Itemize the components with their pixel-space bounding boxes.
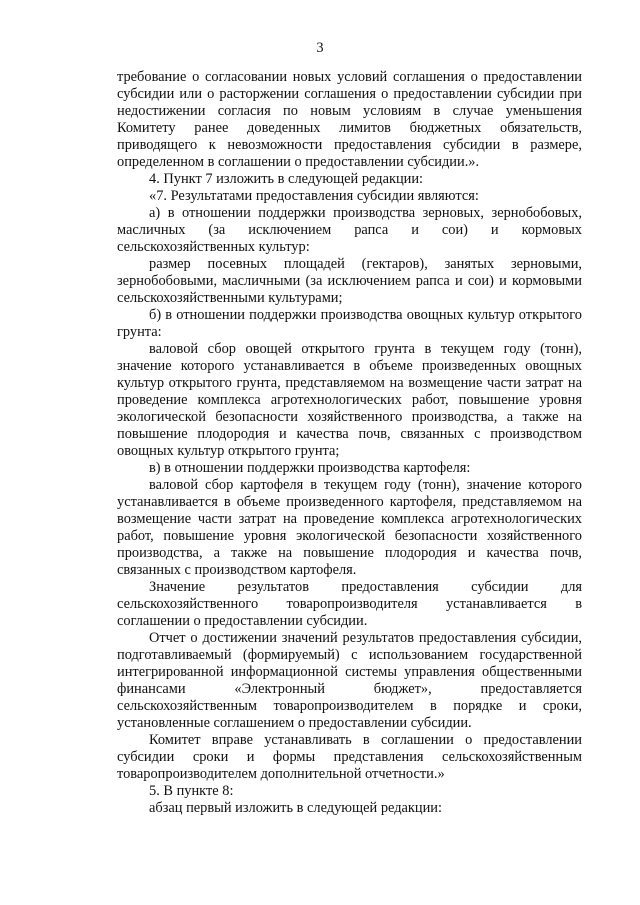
paragraph-potato-harvest: валовой сбор картофеля в текущем году (тонн), значение которого устанавливается в объеме произведенного картофеля, представляемом на возмещение части затрат на проведение комплекса агротехнологических работ, повышение уровня экологической безопасности хозяйственного производства, а также на повышение плодородия и качества почв, связанных с производством картофеля. xyxy=(117,477,582,578)
paragraph-item-5: 5. В пункте 8: xyxy=(149,783,234,799)
paragraph-item-4: 4. Пункт 7 изложить в следующей редакции: xyxy=(149,171,424,187)
paragraph-agreement-requirement: требование о согласовании новых условий соглашения о предоставлении субсидии или о расторжении соглашения о предоставлении субсидии при недостижении согласия по новым условиям в случае уменьшения Комитету ранее доведенных лимитов бюджетных обязательств, приводящего к невозможности предоставления субсидии в размере, определенном в соглашении о предоставлении субсидии.». xyxy=(117,69,582,170)
document-body xyxy=(117,69,582,817)
paragraph-subitem-a: а) в отношении поддержки производства зерновых, зернобобовых, масличных (за исключением рапса и сои) и кормовых сельскохозяйственных культур: xyxy=(117,205,582,255)
paragraph-sown-area: размер посевных площадей (гектаров), занятых зерновыми, зернобобовыми, масличными (за исключением рапса и сои) и кормовыми сельскохозяйственными культурами; xyxy=(117,256,582,306)
paragraph-results-heading: «7. Результатами предоставления субсидии являются: xyxy=(149,188,479,204)
paragraph-report: Отчет о достижении значений результатов предоставления субсидии, подготавливаемый (формируемый) с использованием государственной интегрированной информационной системы управления общественными финансами «Электронный бюджет», предоставляется сельскохозяйственным товаропроизводителем в порядке и сроки, установленные соглашением о предоставлении субсидии. xyxy=(117,630,582,731)
paragraph-subitem-b: б) в отношении поддержки производства овощных культур открытого грунта: xyxy=(117,307,582,340)
paragraph-vegetable-harvest: валовой сбор овощей открытого грунта в текущем году (тонн), значение которого устанавливается в объеме произведенных овощных культур открытого грунта, представляемом на возмещение части затрат на проведение комплекса агротехнологических работ, повышение уровня экологической безопасности хозяйственного производства, а также на повышение плодородия и качества почв, связанных с производством овощных культур открытого грунта; xyxy=(117,341,582,459)
paragraph-first-subparagraph: абзац первый изложить в следующей редакции: xyxy=(149,800,443,816)
paragraph-subitem-v: в) в отношении поддержки производства картофеля: xyxy=(149,460,471,476)
paragraph-result-value: Значение результатов предоставления субсидии для сельскохозяйственного товаропроизводителя устанавливается в соглашении о предоставлении субсидии. xyxy=(117,579,582,629)
page-number: 3 xyxy=(316,40,324,56)
paragraph-additional-reporting: Комитет вправе устанавливать в соглашении о предоставлении субсидии сроки и формы представления сельскохозяйственным товаропроизводителем дополнительной отчетности.» xyxy=(117,732,582,782)
